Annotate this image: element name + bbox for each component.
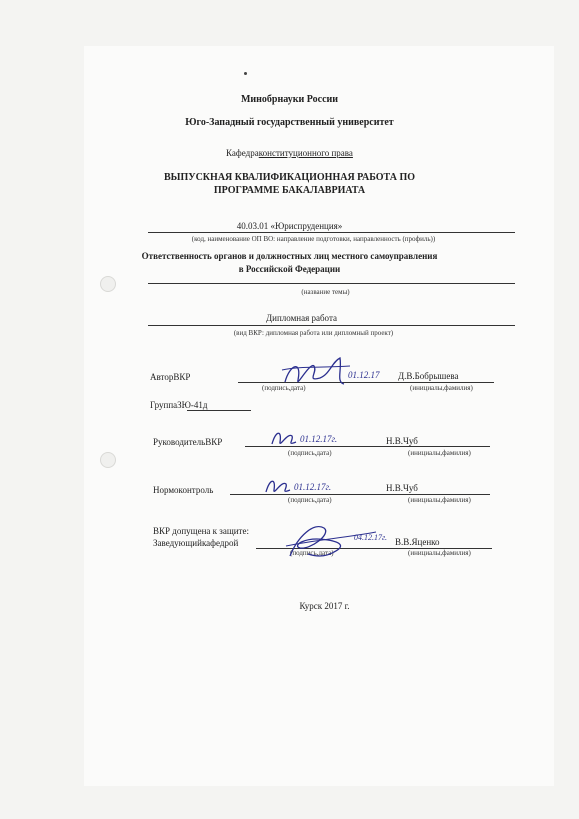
group-field (150, 400, 208, 410)
supervisor-handwritten-date: 01.12.17г. (300, 434, 338, 444)
ministry-name: Минобрнауки России (240, 94, 339, 105)
normcontrol-handwritten-date: 01.12.17г. (294, 482, 332, 492)
supervisor-signature (268, 424, 378, 454)
admission-sign-caption: (подпись,дата) (290, 549, 334, 557)
topic-line (148, 283, 515, 284)
direction-line (148, 232, 515, 233)
group-value: ЗЮ-41д (177, 400, 208, 410)
supervisor-sign-caption: (подпись,дата) (288, 449, 332, 457)
direction-caption: (код, наименование ОП ВО: направление подготовки, направленность (профиль)) (191, 235, 436, 243)
speck (244, 72, 247, 75)
author-handwritten-date: 01.12.17 (348, 370, 380, 380)
topic-line2: в Российской Федерации (238, 264, 341, 274)
department-prefix: Кафедра (226, 148, 259, 158)
topic-line1: Ответственность органов и должностных лиц местного самоуправления (141, 251, 438, 261)
head-signature (284, 516, 404, 562)
author-name: Д.В.Бобрышева (398, 371, 459, 381)
direction-value: 40.03.01 «Юриспруденция» (236, 221, 343, 231)
normcontrol-sign-caption: (подпись,дата) (288, 496, 332, 504)
author-name-caption: (инициалы,фамилия) (410, 384, 473, 392)
topic-caption: (название темы) (301, 288, 350, 296)
admission-name-caption: (инициалы,фамилия) (408, 549, 471, 557)
work-title-line2: ПРОГРАММЕ БАКАЛАВРИАТА (213, 185, 366, 196)
binder-hole (100, 452, 116, 468)
normcontrol-name-caption: (инициалы,фамилия) (408, 496, 471, 504)
admission-label: Заведующийкафедрой (153, 538, 239, 548)
supervisor-name-caption: (инициалы,фамилия) (408, 449, 471, 457)
author-signature (280, 352, 390, 392)
normcontrol-label: Нормоконтроль (153, 485, 214, 495)
supervisor-name: Н.В.Чуб (386, 436, 418, 446)
work-type-caption: (вид ВКР: дипломная работа или дипломный проект) (233, 329, 394, 337)
department (0, 148, 579, 158)
normcontrol-name: Н.В.Чуб (386, 483, 418, 493)
work-type-line (148, 325, 515, 326)
admission-heading: ВКР допущена к защите: (153, 526, 249, 536)
head-handwritten-date: 04.12.17г. (354, 533, 388, 542)
group-line (187, 410, 251, 411)
city-year: Курск 2017 г. (299, 601, 350, 611)
department-name: конституционного права (258, 148, 353, 158)
work-title-line1: ВЫПУСКНАЯ КВАЛИФИКАЦИОННАЯ РАБОТА ПО (163, 172, 416, 183)
author-sign-caption: (подпись,дата) (262, 384, 306, 392)
normcontrol-signature (262, 472, 372, 502)
university-name: Юго-Западный государственный университет (185, 117, 394, 128)
supervisor-label: РуководительВКР (153, 437, 223, 447)
group-label: Группа (150, 400, 178, 410)
author-label: АвторВКР (150, 372, 191, 382)
admission-name: В.В.Яценко (395, 537, 440, 547)
work-type-value: Дипломная работа (266, 313, 337, 323)
